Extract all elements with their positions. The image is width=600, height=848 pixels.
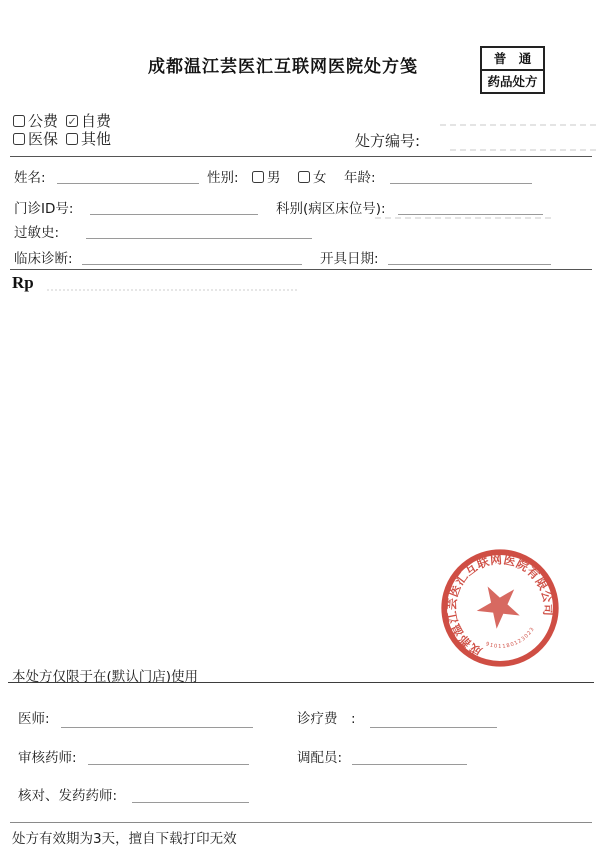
zifei-checkbox[interactable] xyxy=(66,115,78,127)
qita-label: 其他 xyxy=(81,130,112,148)
prescription-type-stamp xyxy=(480,46,545,94)
check-pharmacist-input-line[interactable] xyxy=(132,802,249,803)
seal-number-text: 9101180123023 xyxy=(484,626,537,650)
department-input-line[interactable] xyxy=(398,214,543,215)
faint-line-artifact xyxy=(440,124,596,126)
qita-checkbox[interactable] xyxy=(66,133,78,145)
outpatient-id-label: 门诊ID号: xyxy=(14,201,74,217)
seal-company-text: 成都温江芸医汇互联网医院有限公司 xyxy=(444,552,556,659)
age-input-line[interactable] xyxy=(390,183,532,184)
faint-line-artifact xyxy=(47,289,297,291)
payment-options-row-2 xyxy=(13,130,119,148)
section-divider xyxy=(10,156,592,157)
payment-options-row-1 xyxy=(13,112,119,130)
check-pharmacist-label: 核对、发药药师: xyxy=(18,788,118,804)
gongfei-label: 公费 xyxy=(28,112,59,130)
rp-label: Rp xyxy=(12,273,34,292)
doctor-input-line[interactable] xyxy=(61,727,253,728)
yibao-checkbox[interactable] xyxy=(13,133,25,145)
yibao-label: 医保 xyxy=(28,130,59,148)
dispenser-input-line[interactable] xyxy=(352,764,467,765)
age-label: 年龄: xyxy=(344,170,376,186)
diagnosis-label: 临床诊断: xyxy=(14,251,73,267)
name-label: 姓名: xyxy=(14,170,46,186)
doctor-label: 医师: xyxy=(18,711,50,727)
date-label: 开具日期: xyxy=(320,251,379,267)
dispenser-label: 调配员: xyxy=(297,750,343,766)
page-title: 成都温江芸医汇互联网医院处方笺 xyxy=(148,57,418,77)
payment-option-zifei xyxy=(66,112,111,130)
review-pharmacist-input-line[interactable] xyxy=(88,764,249,765)
fee-label: 诊疗费 : xyxy=(297,711,356,727)
usage-note: 本处方仅限于在(默认门店)使用 xyxy=(12,669,199,685)
company-seal xyxy=(438,546,562,670)
review-pharmacist-label: 审核药师: xyxy=(18,750,77,766)
allergy-label: 过敏史: xyxy=(14,225,60,241)
section-divider xyxy=(8,682,594,683)
sex-option-male xyxy=(252,166,281,186)
seal-star xyxy=(469,576,527,633)
payment-option-yibao xyxy=(13,130,58,148)
female-label: 女 xyxy=(313,170,327,186)
allergy-input-line[interactable] xyxy=(86,238,312,239)
outpatient-id-input-line[interactable] xyxy=(90,214,258,215)
fee-input-line[interactable] xyxy=(370,727,497,728)
date-input-line[interactable] xyxy=(388,264,551,265)
name-input-line[interactable] xyxy=(57,183,199,184)
prescription-no-input-line[interactable] xyxy=(450,149,596,151)
stamp-line-1: 普 通 xyxy=(482,48,543,71)
validity-note: 处方有效期为3天，擅自下载打印无效 xyxy=(12,831,237,847)
zifei-label: 自费 xyxy=(81,112,112,130)
payment-option-gongfei xyxy=(13,112,58,130)
sex-option-female xyxy=(298,166,327,186)
section-divider xyxy=(10,269,592,270)
sex-label: 性别: xyxy=(207,170,239,186)
payment-option-qita xyxy=(66,130,111,148)
section-divider xyxy=(10,822,592,823)
prescription-no-label: 处方编号: xyxy=(355,132,421,150)
gongfei-checkbox[interactable] xyxy=(13,115,25,127)
department-label: 科别(病区床位号): xyxy=(276,201,386,217)
female-checkbox[interactable] xyxy=(298,171,310,183)
stamp-line-2: 药品处方 xyxy=(487,74,538,89)
male-label: 男 xyxy=(267,170,281,186)
male-checkbox[interactable] xyxy=(252,171,264,183)
faint-line-artifact xyxy=(375,217,551,219)
diagnosis-input-line[interactable] xyxy=(82,264,302,265)
